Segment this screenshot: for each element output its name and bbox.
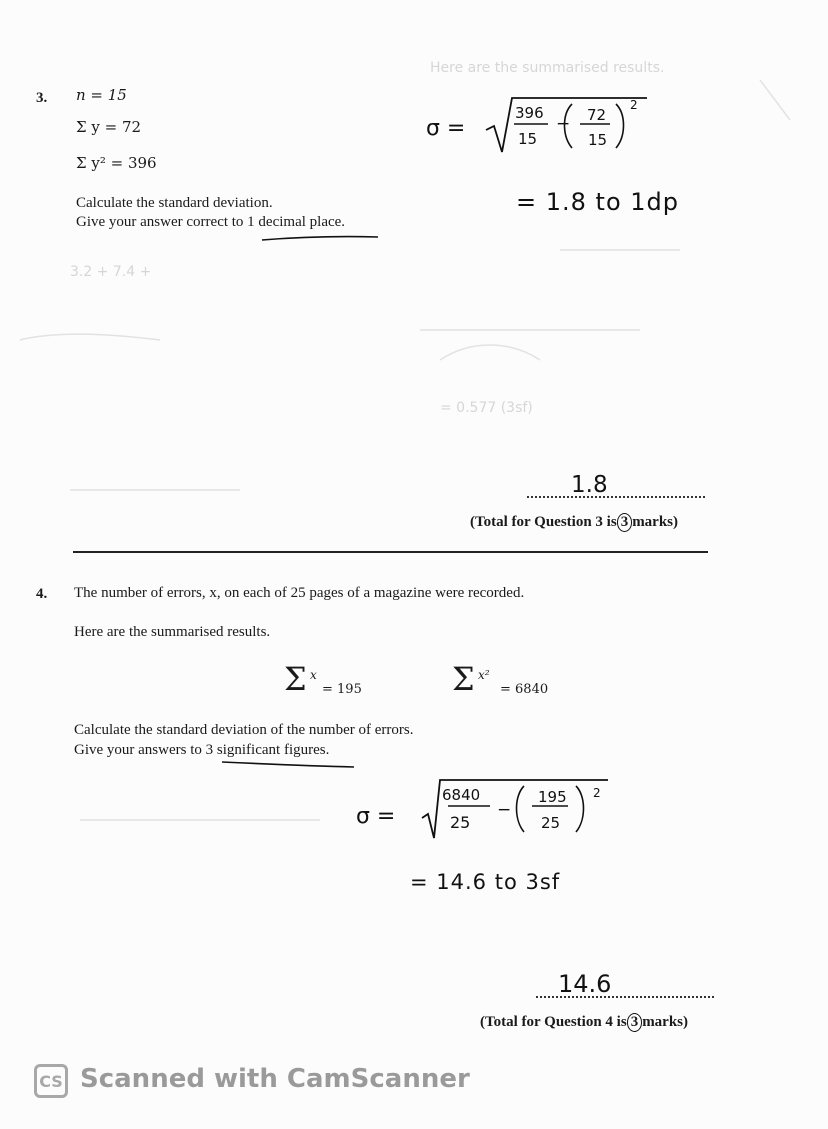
q4-work-sigma: σ = <box>356 804 396 829</box>
q4-work-frac1-num: 6840 <box>442 786 481 804</box>
q3-work-frac2-num: 72 <box>587 106 607 124</box>
scanned-page: 3. n = 15 Σ y = 72 Σ y² = 396 Calculate the standard deviation. Give your answer correct to 1 decimal place. σ = 396 15 − 72 15 2 = 1.8 to 1dp Here are the summarised results. 3.2 + 7.4 + = 0.577 (3sf) 1.8 (Total for Question 3 is 3 marks) 4. The number of errors, x, on each of 25 pages of a magazine were recorded. Here are the summarised results. Σ x = 195 Σ x² = 6840 Calculate the standard deviation of the number of errors. Give your answers to 3 significant figures. σ = 6840 25 − 195 25 2 = 14.6 to 3sf 14.6 (Total for Question 4 is 3 marks) CS Scanned with CamScanner <box>0 0 828 1129</box>
q3-work-frac1-num: 396 <box>515 104 544 122</box>
q4-work-frac2-den: 25 <box>541 814 561 832</box>
q3-instruction-2: Give your answer correct to 1 decimal place. <box>76 214 346 230</box>
section-divider <box>73 551 708 553</box>
camscanner-watermark-text: Scanned with CamScanner <box>80 1064 470 1094</box>
q3-answer-line <box>527 474 705 498</box>
q3-work-frac1-den: 15 <box>518 130 538 148</box>
q4-sum-x2-value: = 6840 <box>500 682 549 697</box>
q3-underline-decimal-place <box>0 232 828 252</box>
q4-work-minus: − <box>497 800 512 820</box>
q4-instruction-2: Give your answers to 3 significant figures. <box>74 742 330 758</box>
q3-work-minus: − <box>556 114 571 134</box>
q4-work-frac2-num: 195 <box>538 788 567 806</box>
q3-work-result: = 1.8 to 1dp <box>516 188 679 216</box>
q3-work-exponent: 2 <box>630 98 638 112</box>
q3-instruction-1: Calculate the standard deviation. <box>76 195 273 211</box>
q4-total <box>480 1013 688 1032</box>
q3-sum-y-squared: Σ y² = 396 <box>76 154 157 172</box>
q4-underline-significant-figures <box>0 758 828 778</box>
camscanner-logo-icon: CS <box>34 1064 68 1098</box>
q4-work-result: = 14.6 to 3sf <box>410 870 561 894</box>
q3-n-value: n = 15 <box>76 86 127 104</box>
q3-sum-y: Σ y = 72 <box>76 118 142 136</box>
q4-sum-x-var: x <box>310 668 317 682</box>
q4-marks-word: marks) <box>642 1014 689 1030</box>
q4-instruction-1: Calculate the standard deviation of the number of errors. <box>74 722 414 738</box>
q4-answer-line <box>536 970 714 998</box>
q4-answer: 14.6 <box>558 970 612 998</box>
q3-total <box>470 513 678 532</box>
q4-sum-x-sigma: Σ <box>284 660 307 698</box>
q4-sum-x2-sigma: Σ <box>452 660 475 698</box>
q4-summary-label: Here are the summarised results. <box>74 624 271 640</box>
q4-total-label: (Total for Question 4 is <box>480 1014 627 1030</box>
q4-marks-circled: 3 <box>627 1013 643 1032</box>
q4-sum-x2-var: x² <box>478 668 490 682</box>
q3-answer: 1.8 <box>571 472 608 498</box>
q3-work-frac2-den: 15 <box>588 131 608 149</box>
q4-work-exponent: 2 <box>593 786 601 800</box>
q3-marks-word: marks) <box>632 514 679 530</box>
q4-number: 4. <box>36 586 48 602</box>
q4-sum-x-value: = 195 <box>322 682 362 697</box>
q3-number: 3. <box>36 90 48 106</box>
q3-work-sigma: σ = <box>426 116 466 141</box>
q4-intro: The number of errors, x, on each of 25 pages of a magazine were recorded. <box>74 585 525 601</box>
q4-work-frac1-den: 25 <box>450 813 471 832</box>
q3-marks-circled: 3 <box>617 513 633 532</box>
q4-work-radical <box>418 774 618 844</box>
q3-total-label: (Total for Question 3 is <box>470 514 617 530</box>
